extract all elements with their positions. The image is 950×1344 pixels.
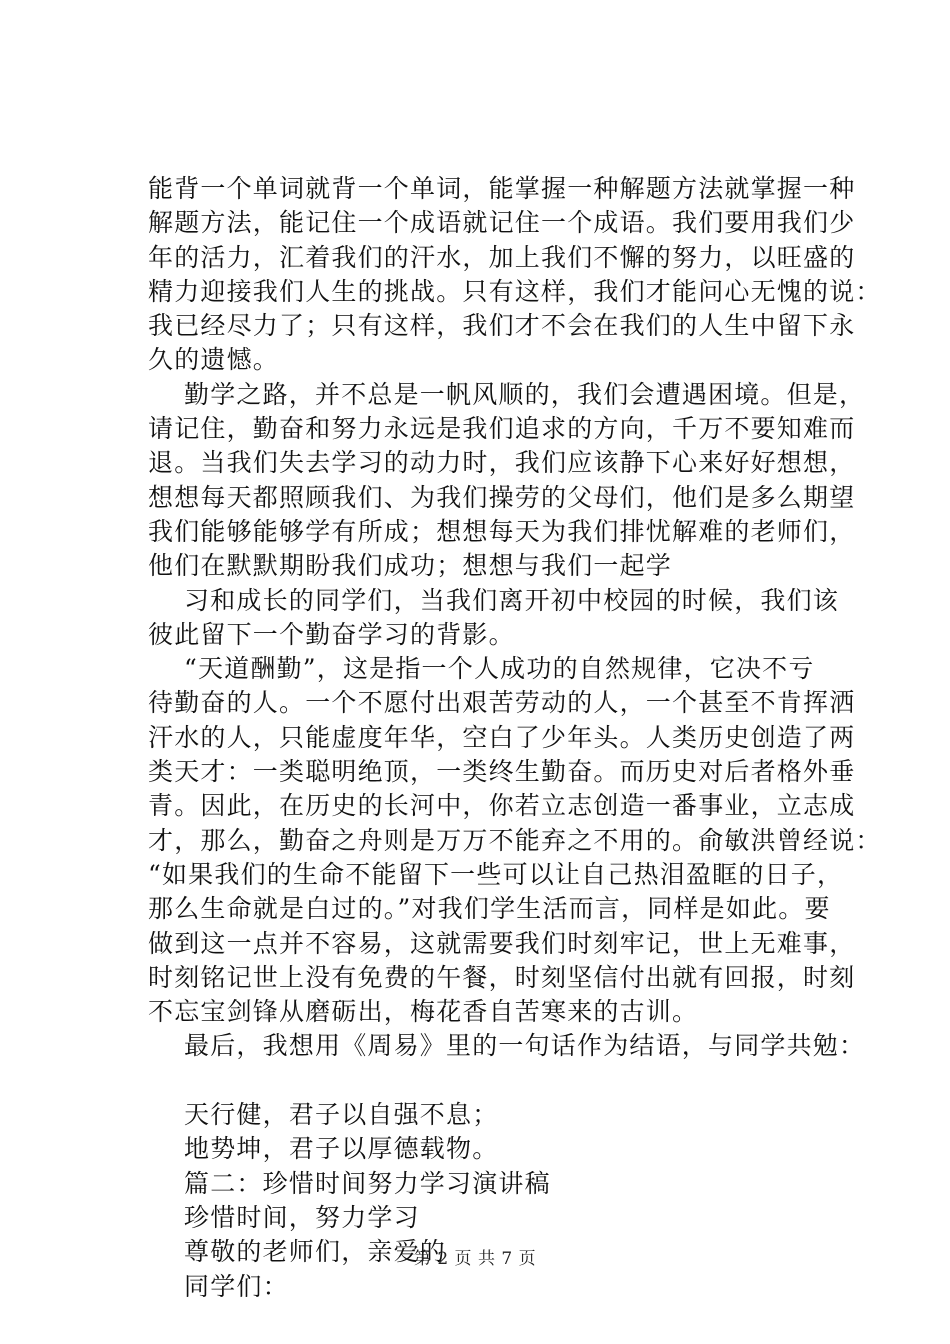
text-line: 退。当我们失去学习的动力时，我们应该静下心来好好想想， [148, 448, 856, 478]
text-line: 天行健，君子以自强不息； [184, 1100, 499, 1130]
text-line: 地势坤，君子以厚德载物。 [184, 1134, 499, 1164]
text-line: 类天才：一类聪明绝顶，一类终生勤奋。而历史对后者格外垂 [148, 757, 856, 787]
text-line: 我已经尽力了；只有这样，我们才不会在我们的人生中留下永 [148, 311, 856, 341]
text-line: 同学们： [184, 1271, 289, 1301]
text-line: 汗水的人，只能虚度年华，空白了少年头。人类历史创造了两 [148, 722, 856, 752]
text-line: 他们在默默期盼我们成功；想想与我们一起学 [148, 551, 673, 581]
text-line: 请记住，勤奋和努力永远是我们追求的方向，千万不要知难而 [148, 414, 856, 444]
text-line: 待勤奋的人。一个不愿付出艰苦劳动的人，一个甚至不肯挥洒 [148, 688, 856, 718]
page-footer: 第 2 页 共 7 页 [413, 1249, 537, 1269]
text-line: 能背一个单词就背一个单词，能掌握一种解题方法就掌握一种 [148, 174, 856, 203]
text-line: 想想每天都照顾我们、为我们操劳的父母们，他们是多么期望 [148, 482, 856, 512]
text-line: 篇二：珍惜时间努力学习演讲稿 [184, 1168, 551, 1198]
text-line: 解题方法，能记住一个成语就记住一个成语。我们要用我们少 [148, 208, 856, 238]
text-line: 我们能够能够学有所成；想想每天为我们排忧解难的老师们， [148, 516, 856, 546]
text-line: 年的活力，汇着我们的汗水，加上我们不懈的努力，以旺盛的 [148, 242, 856, 272]
text-line: 勤学之路，并不总是一帆风顺的，我们会遭遇困境。但是， [184, 379, 866, 409]
text-line: 那么生命就是白过的。”对我们学生活而言，同样是如此。要 [148, 894, 831, 924]
text-line: 青。因此，在历史的长河中，你若立志创造一番事业，立志成 [148, 791, 856, 821]
text-line: 精力迎接我们人生的挑战。只有这样，我们才能问心无愧的说： [148, 276, 882, 306]
text-line: 习和成长的同学们，当我们离开初中校园的时候，我们该 [184, 585, 840, 615]
text-line: “如果我们的生命不能留下一些可以让自己热泪盈眶的日子， [148, 859, 844, 889]
text-line: 久的遗憾。 [148, 345, 280, 375]
text-line: 时刻铭记世上没有免费的午餐，时刻坚信付出就有回报，时刻 [148, 962, 856, 992]
text-line: 做到这一点并不容易，这就需要我们时刻牢记，世上无难事， [148, 928, 856, 958]
text-line: “天道酬勤”，这是指一个人成功的自然规律，它决不亏 [184, 654, 815, 684]
text-line: 不忘宝剑锋从磨砺出，梅花香自苦寒来的古训。 [148, 997, 699, 1027]
document-body [148, 172, 882, 1304]
blank-line [148, 1064, 838, 1098]
text-line: 彼此留下一个勤奋学习的背影。 [148, 619, 515, 649]
text-line: 最后，我想用《周易》里的一句话作为结语，与同学共勉： [184, 1031, 866, 1061]
text-line: 尊敬的老师们，亲爱的 [184, 1237, 447, 1267]
text-line: 珍惜时间，努力学习 [184, 1202, 420, 1232]
text-line: 才，那么，勤奋之舟则是万万不能弃之不用的。俞敏洪曾经说： [148, 825, 882, 855]
